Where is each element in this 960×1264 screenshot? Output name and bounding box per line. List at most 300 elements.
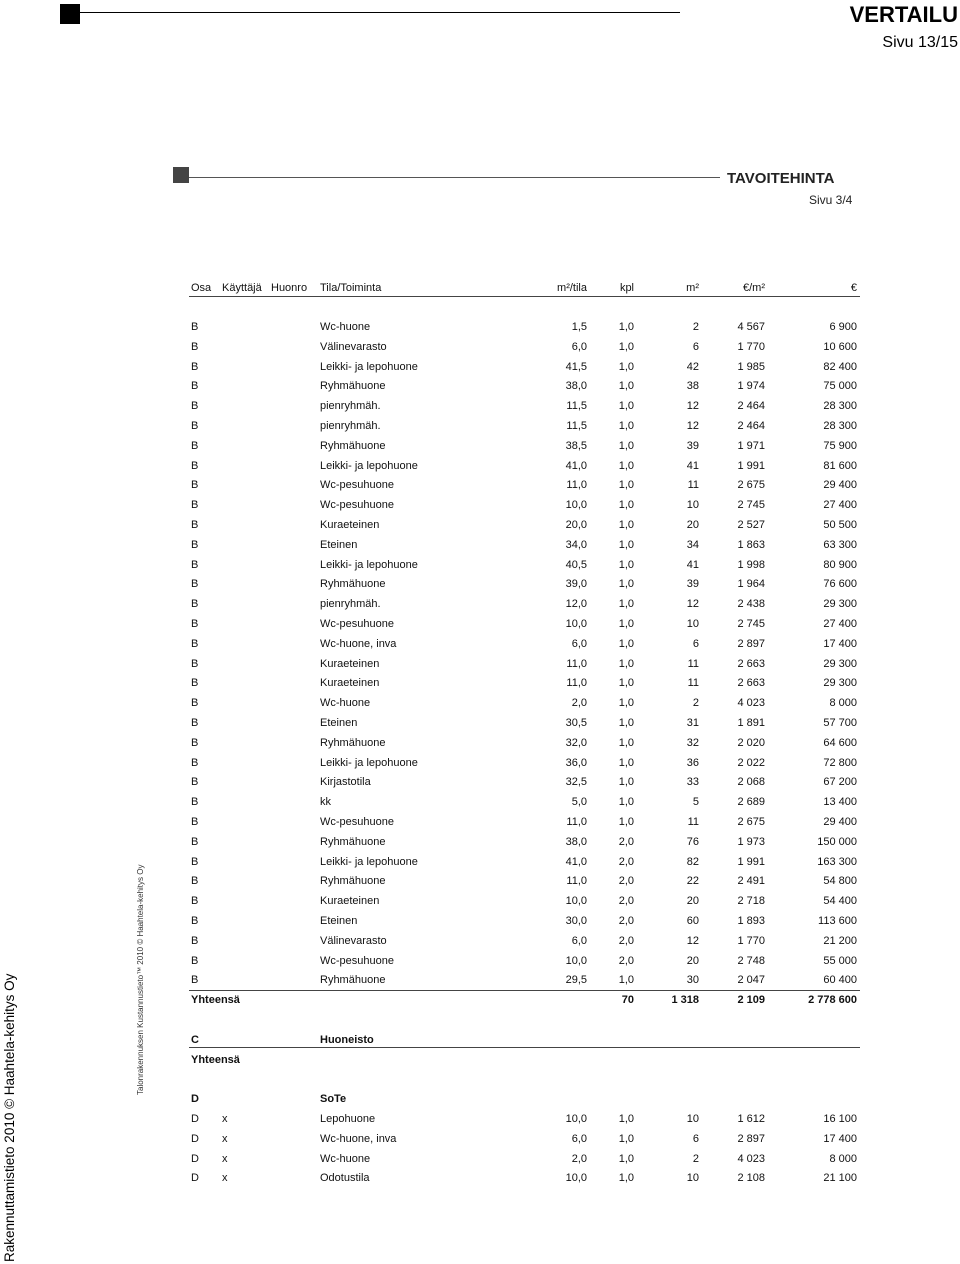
table-cell: 1,0 — [618, 460, 634, 472]
table-cell: B — [191, 697, 199, 709]
table-cell: 21 100 — [823, 1172, 857, 1184]
table-cell: Lepohuone — [320, 1113, 376, 1125]
table-cell: x — [222, 1133, 228, 1145]
table-cell: x — [222, 1153, 228, 1165]
table-cell: 38,0 — [565, 836, 587, 848]
table-cell: B — [191, 717, 199, 729]
table-cell: 11 — [687, 658, 699, 670]
table-cell: 11,0 — [566, 677, 587, 689]
table-cell: 76 600 — [823, 578, 857, 590]
table-cell: 39 — [686, 578, 699, 590]
table-cell: 1,0 — [618, 519, 634, 531]
table-cell: 1 973 — [737, 836, 765, 848]
table-cell: 1 770 — [737, 341, 765, 353]
table-cell: 1 770 — [737, 935, 765, 947]
table-cell: 17 400 — [823, 1133, 857, 1145]
table-cell: 10 — [686, 499, 699, 511]
column-header: Käyttäjä — [222, 282, 262, 294]
table-cell: 41,0 — [565, 856, 587, 868]
section-d-name: SoTe — [320, 1093, 347, 1105]
table-cell: 1,0 — [618, 677, 634, 689]
table-cell: 34 — [686, 539, 699, 551]
table-cell: 2 675 — [737, 816, 765, 828]
table-cell: 10,0 — [565, 1113, 587, 1125]
table-cell: B — [191, 875, 199, 887]
table-cell: 28 300 — [823, 420, 857, 432]
column-header: Huonro — [271, 282, 308, 294]
table-cell: 75 900 — [823, 440, 857, 452]
table-cell: 1 893 — [737, 915, 765, 927]
total-m2: 1 318 — [671, 994, 699, 1006]
total-divider — [189, 990, 860, 991]
table-cell: 1,0 — [618, 618, 634, 630]
table-cell: 76 — [686, 836, 699, 848]
table-cell: 82 400 — [823, 361, 857, 373]
table-cell: 27 400 — [823, 618, 857, 630]
side-copyright-small: Talonrakennuksen Kustannustieto™ 2010 © Haahtela-kehitys Oy — [136, 864, 145, 1095]
table-cell: 1,0 — [618, 737, 634, 749]
column-header: m²/tila — [557, 282, 587, 294]
scan-header-square — [173, 167, 189, 183]
table-cell: 1,0 — [618, 757, 634, 769]
table-cell: 29 400 — [823, 816, 857, 828]
table-cell: Välinevarasto — [320, 935, 387, 947]
table-cell: Wc-pesuhuone — [320, 618, 394, 630]
table-cell: B — [191, 776, 199, 788]
table-cell: 42 — [686, 361, 699, 373]
table-cell: 2 022 — [737, 757, 765, 769]
table-cell: B — [191, 559, 199, 571]
table-cell: 32 — [686, 737, 699, 749]
table-cell: 8 000 — [829, 1153, 857, 1165]
table-cell: 1,0 — [618, 816, 634, 828]
column-header: € — [850, 282, 857, 294]
header-square — [60, 4, 80, 24]
table-cell: B — [191, 955, 199, 967]
table-cell: 11 — [687, 677, 699, 689]
section-c-total: Yhteensä — [191, 1054, 240, 1066]
table-cell: 150 000 — [817, 836, 857, 848]
table-cell: 30,5 — [565, 717, 587, 729]
table-cell: 39,0 — [565, 578, 587, 590]
table-cell: B — [191, 578, 199, 590]
table-cell: 2,0 — [618, 875, 634, 887]
table-cell: B — [191, 935, 199, 947]
scan-page-number: Sivu 3/4 — [809, 193, 853, 207]
table-cell: 2 689 — [737, 796, 765, 808]
table-cell: 22 — [686, 875, 699, 887]
table-cell: 11,5 — [566, 400, 587, 412]
table-cell: 34,0 — [565, 539, 587, 551]
table-cell: B — [191, 460, 199, 472]
table-cell: 1 971 — [737, 440, 765, 452]
table-cell: B — [191, 321, 199, 333]
table-cell: 12 — [686, 400, 699, 412]
table-cell: 6,0 — [571, 638, 587, 650]
table-cell: 11,0 — [566, 658, 587, 670]
table-cell: Eteinen — [320, 539, 358, 551]
table-cell: 67 200 — [823, 776, 857, 788]
table-cell: B — [191, 737, 199, 749]
section-c-divider — [189, 1047, 860, 1048]
table-cell: 81 600 — [823, 460, 857, 472]
table-cell: 1,0 — [618, 1133, 634, 1145]
table-cell: Leikki- ja lepohuone — [320, 757, 418, 769]
table-cell: 163 300 — [817, 856, 857, 868]
table-cell: 20 — [686, 895, 699, 907]
table-cell: 11,0 — [566, 816, 587, 828]
table-cell: 60 — [686, 915, 699, 927]
table-cell: 75 000 — [823, 380, 857, 392]
table-cell: 17 400 — [823, 638, 857, 650]
table-cell: D — [191, 1113, 199, 1125]
table-cell: 41,5 — [565, 361, 587, 373]
table-cell: 60 400 — [823, 974, 857, 986]
table-cell: D — [191, 1133, 199, 1145]
table-cell: 1,0 — [618, 796, 634, 808]
column-header: Osa — [191, 282, 212, 294]
table-cell: 1,5 — [571, 321, 587, 333]
table-cell: Ryhmähuone — [320, 578, 386, 590]
table-cell: 2 745 — [737, 618, 765, 630]
table-cell: Wc-pesuhuone — [320, 499, 394, 511]
table-cell: B — [191, 638, 199, 650]
table-cell: B — [191, 677, 199, 689]
table-cell: D — [191, 1153, 199, 1165]
table-cell: 1,0 — [618, 321, 634, 333]
table-cell: 2,0 — [618, 836, 634, 848]
table-cell: B — [191, 915, 199, 927]
table-cell: Välinevarasto — [320, 341, 387, 353]
table-cell: 11 — [687, 479, 699, 491]
table-cell: 1,0 — [618, 697, 634, 709]
table-cell: 10 600 — [823, 341, 857, 353]
table-cell: 38,0 — [565, 380, 587, 392]
table-cell: 55 000 — [823, 955, 857, 967]
table-cell: B — [191, 856, 199, 868]
table-cell: 38,5 — [565, 440, 587, 452]
table-cell: 5 — [692, 796, 699, 808]
table-cell: 2 438 — [737, 598, 765, 610]
table-cell: B — [191, 479, 199, 491]
table-cell: 2 491 — [737, 875, 765, 887]
table-cell: B — [191, 499, 199, 511]
table-cell: 1,0 — [618, 440, 634, 452]
table-cell: 30 — [686, 974, 699, 986]
table-cell: B — [191, 796, 199, 808]
table-cell: 12,0 — [565, 598, 587, 610]
table-cell: 2,0 — [618, 935, 634, 947]
table-cell: 16 100 — [823, 1113, 857, 1125]
table-cell: 12 — [686, 420, 699, 432]
table-cell: Wc-huone — [320, 697, 371, 709]
table-cell: B — [191, 836, 199, 848]
table-cell: 8 000 — [829, 697, 857, 709]
table-cell: Ryhmähuone — [320, 974, 386, 986]
table-cell: B — [191, 539, 199, 551]
column-header: m² — [686, 282, 699, 294]
table-cell: 1,0 — [618, 776, 634, 788]
table-cell: 1 998 — [737, 559, 765, 571]
table-cell: 11 — [687, 816, 699, 828]
table-cell: 1 964 — [737, 578, 765, 590]
table-cell: 20 — [686, 955, 699, 967]
table-cell: 11,0 — [566, 875, 587, 887]
table-cell: 1,0 — [618, 380, 634, 392]
total-label: Yhteensä — [191, 994, 240, 1006]
table-cell: 2 675 — [737, 479, 765, 491]
table-cell: 1 985 — [737, 361, 765, 373]
table-cell: Wc-huone, inva — [320, 638, 397, 650]
section-c-code: C — [191, 1034, 199, 1046]
table-cell: B — [191, 598, 199, 610]
table-cell: Wc-huone — [320, 321, 371, 333]
table-cell: 2 464 — [737, 400, 765, 412]
table-cell: 32,0 — [565, 737, 587, 749]
table-cell: 29,5 — [565, 974, 587, 986]
table-cell: 6 900 — [829, 321, 857, 333]
table-cell: 12 — [686, 935, 699, 947]
total-kpl: 70 — [621, 994, 634, 1006]
table-cell: D — [191, 1172, 199, 1184]
table-cell: Ryhmähuone — [320, 440, 386, 452]
table-cell: 63 300 — [823, 539, 857, 551]
table-cell: 82 — [686, 856, 699, 868]
table-cell: 2 897 — [737, 638, 765, 650]
table-cell: 41,0 — [565, 460, 587, 472]
table-cell: 50 500 — [823, 519, 857, 531]
page-number: Sivu 13/15 — [882, 34, 958, 51]
header-rule — [80, 12, 680, 13]
table-cell: 27 400 — [823, 499, 857, 511]
table-cell: Leikki- ja lepohuone — [320, 460, 418, 472]
table-cell: 10 — [686, 618, 699, 630]
table-cell: B — [191, 618, 199, 630]
table-cell: 2 663 — [737, 677, 765, 689]
side-copyright: Rakennuttamistieto 2010 © Haahtela-kehitys Oy — [2, 973, 17, 1262]
scan-header-rule — [189, 177, 720, 178]
table-cell: 2 464 — [737, 420, 765, 432]
table-cell: 1,0 — [618, 499, 634, 511]
table-cell: 6 — [692, 638, 699, 650]
table-cell: x — [222, 1172, 228, 1184]
table-cell: 4 023 — [737, 697, 765, 709]
table-cell: Kirjastotila — [320, 776, 371, 788]
table-cell: B — [191, 658, 199, 670]
table-cell: B — [191, 420, 199, 432]
table-cell: 28 300 — [823, 400, 857, 412]
table-cell: 1,0 — [618, 638, 634, 650]
table-cell: Leikki- ja lepohuone — [320, 361, 418, 373]
table-cell: 2,0 — [618, 856, 634, 868]
table-cell: pienryhmäh. — [320, 400, 381, 412]
table-cell: 1,0 — [618, 420, 634, 432]
table-cell: Kuraeteinen — [320, 895, 380, 907]
total-eur: 2 778 600 — [808, 994, 857, 1006]
table-cell: 21 200 — [823, 935, 857, 947]
table-cell: Ryhmähuone — [320, 737, 386, 749]
column-header: €/m² — [743, 282, 765, 294]
table-cell: 1,0 — [618, 400, 634, 412]
table-cell: 39 — [686, 440, 699, 452]
table-cell: 1,0 — [618, 539, 634, 551]
table-cell: 10,0 — [565, 955, 587, 967]
column-header: kpl — [619, 282, 634, 294]
table-cell: 54 800 — [823, 875, 857, 887]
table-cell: B — [191, 440, 199, 452]
table-cell: Wc-huone — [320, 1153, 371, 1165]
table-cell: 1 991 — [737, 856, 765, 868]
table-cell: 1,0 — [618, 598, 634, 610]
table-cell: 1 612 — [737, 1113, 765, 1125]
table-cell: 10,0 — [565, 895, 587, 907]
table-cell: Kuraeteinen — [320, 519, 380, 531]
table-cell: 6 — [692, 1133, 699, 1145]
table-cell: 41 — [686, 559, 699, 571]
column-header: Tila/Toiminta — [320, 282, 382, 294]
table-cell: pienryhmäh. — [320, 598, 381, 610]
table-cell: 2 068 — [737, 776, 765, 788]
table-cell: 1,0 — [618, 559, 634, 571]
table-cell: 54 400 — [823, 895, 857, 907]
table-cell: Wc-pesuhuone — [320, 816, 394, 828]
section-c-name: Huoneisto — [320, 1034, 374, 1046]
table-cell: 41 — [686, 460, 699, 472]
total-eur-m2: 2 109 — [737, 994, 765, 1006]
table-cell: Ryhmähuone — [320, 380, 386, 392]
table-cell: 1 863 — [737, 539, 765, 551]
table-cell: 20,0 — [565, 519, 587, 531]
section-d-code: D — [191, 1093, 199, 1105]
table-cell: Eteinen — [320, 717, 358, 729]
table-cell: B — [191, 757, 199, 769]
table-cell: 1,0 — [618, 974, 634, 986]
table-cell: 38 — [686, 380, 699, 392]
table-cell: 1,0 — [618, 717, 634, 729]
table-cell: 1,0 — [618, 341, 634, 353]
table-cell: 33 — [686, 776, 699, 788]
table-cell: 6,0 — [571, 935, 587, 947]
header-divider — [189, 296, 860, 297]
table-cell: B — [191, 380, 199, 392]
table-cell: B — [191, 400, 199, 412]
table-cell: B — [191, 341, 199, 353]
table-cell: Leikki- ja lepohuone — [320, 856, 418, 868]
table-cell: 40,5 — [565, 559, 587, 571]
table-cell: 29 300 — [823, 598, 857, 610]
table-cell: kk — [320, 796, 331, 808]
table-cell: Eteinen — [320, 915, 358, 927]
table-cell: 2 047 — [737, 974, 765, 986]
table-cell: 6 — [692, 341, 699, 353]
table-cell: 11,0 — [566, 479, 587, 491]
table-cell: Kuraeteinen — [320, 677, 380, 689]
table-cell: 1,0 — [618, 1172, 634, 1184]
table-cell: 80 900 — [823, 559, 857, 571]
table-cell: 2 718 — [737, 895, 765, 907]
table-cell: 10,0 — [565, 1172, 587, 1184]
table-cell: 4 023 — [737, 1153, 765, 1165]
table-cell: 36 — [686, 757, 699, 769]
table-cell: 2 897 — [737, 1133, 765, 1145]
table-cell: 6,0 — [571, 1133, 587, 1145]
table-cell: 10 — [686, 1172, 699, 1184]
table-cell: Wc-huone, inva — [320, 1133, 397, 1145]
table-cell: B — [191, 361, 199, 373]
table-cell: 12 — [686, 598, 699, 610]
table-cell: 2 020 — [737, 737, 765, 749]
table-cell: 29 400 — [823, 479, 857, 491]
table-cell: 1,0 — [618, 479, 634, 491]
table-cell: 2 748 — [737, 955, 765, 967]
table-cell: 20 — [686, 519, 699, 531]
table-cell: 64 600 — [823, 737, 857, 749]
table-cell: 2 — [692, 321, 699, 333]
table-cell: 1 891 — [737, 717, 765, 729]
table-cell: pienryhmäh. — [320, 420, 381, 432]
table-cell: 5,0 — [571, 796, 587, 808]
table-cell: 1,0 — [618, 578, 634, 590]
table-cell: 10 — [686, 1113, 699, 1125]
table-cell: Leikki- ja lepohuone — [320, 559, 418, 571]
table-cell: B — [191, 895, 199, 907]
page-title: VERTAILU — [849, 2, 958, 27]
table-cell: 1,0 — [618, 658, 634, 670]
table-cell: Wc-pesuhuone — [320, 479, 394, 491]
table-cell: Ryhmähuone — [320, 875, 386, 887]
table-cell: 36,0 — [565, 757, 587, 769]
table-cell: 29 300 — [823, 677, 857, 689]
scan-title: TAVOITEHINTA — [727, 170, 835, 187]
table-cell: Wc-pesuhuone — [320, 955, 394, 967]
table-cell: 2,0 — [618, 955, 634, 967]
table-cell: 2 663 — [737, 658, 765, 670]
table-cell: B — [191, 519, 199, 531]
table-cell: 2,0 — [618, 895, 634, 907]
table-cell: 2 — [692, 697, 699, 709]
table-cell: 11,5 — [566, 420, 587, 432]
table-cell: 1 991 — [737, 460, 765, 472]
table-cell: 10,0 — [565, 618, 587, 630]
table-cell: 2 108 — [737, 1172, 765, 1184]
table-cell: Odotustila — [320, 1172, 370, 1184]
table-cell: 30,0 — [565, 915, 587, 927]
table-cell: 57 700 — [823, 717, 857, 729]
table-cell: 32,5 — [565, 776, 587, 788]
table-cell: 1,0 — [618, 361, 634, 373]
table-cell: B — [191, 816, 199, 828]
table-cell: 2 — [692, 1153, 699, 1165]
table-cell: 6,0 — [571, 341, 587, 353]
table-cell: 10,0 — [565, 499, 587, 511]
table-cell: 1,0 — [618, 1113, 634, 1125]
table-cell: 113 600 — [818, 915, 857, 927]
table-cell: 13 400 — [823, 796, 857, 808]
table-cell: 2,0 — [618, 915, 634, 927]
table-cell: 2 527 — [737, 519, 765, 531]
table-cell: 2,0 — [571, 697, 587, 709]
table-cell: B — [191, 974, 199, 986]
table-cell: 29 300 — [823, 658, 857, 670]
table-cell: Ryhmähuone — [320, 836, 386, 848]
table-cell: 1,0 — [618, 1153, 634, 1165]
table-cell: 2 745 — [737, 499, 765, 511]
table-cell: Kuraeteinen — [320, 658, 380, 670]
table-cell: x — [222, 1113, 228, 1125]
table-cell: 72 800 — [823, 757, 857, 769]
table-cell: 2,0 — [571, 1153, 587, 1165]
table-cell: 4 567 — [737, 321, 765, 333]
